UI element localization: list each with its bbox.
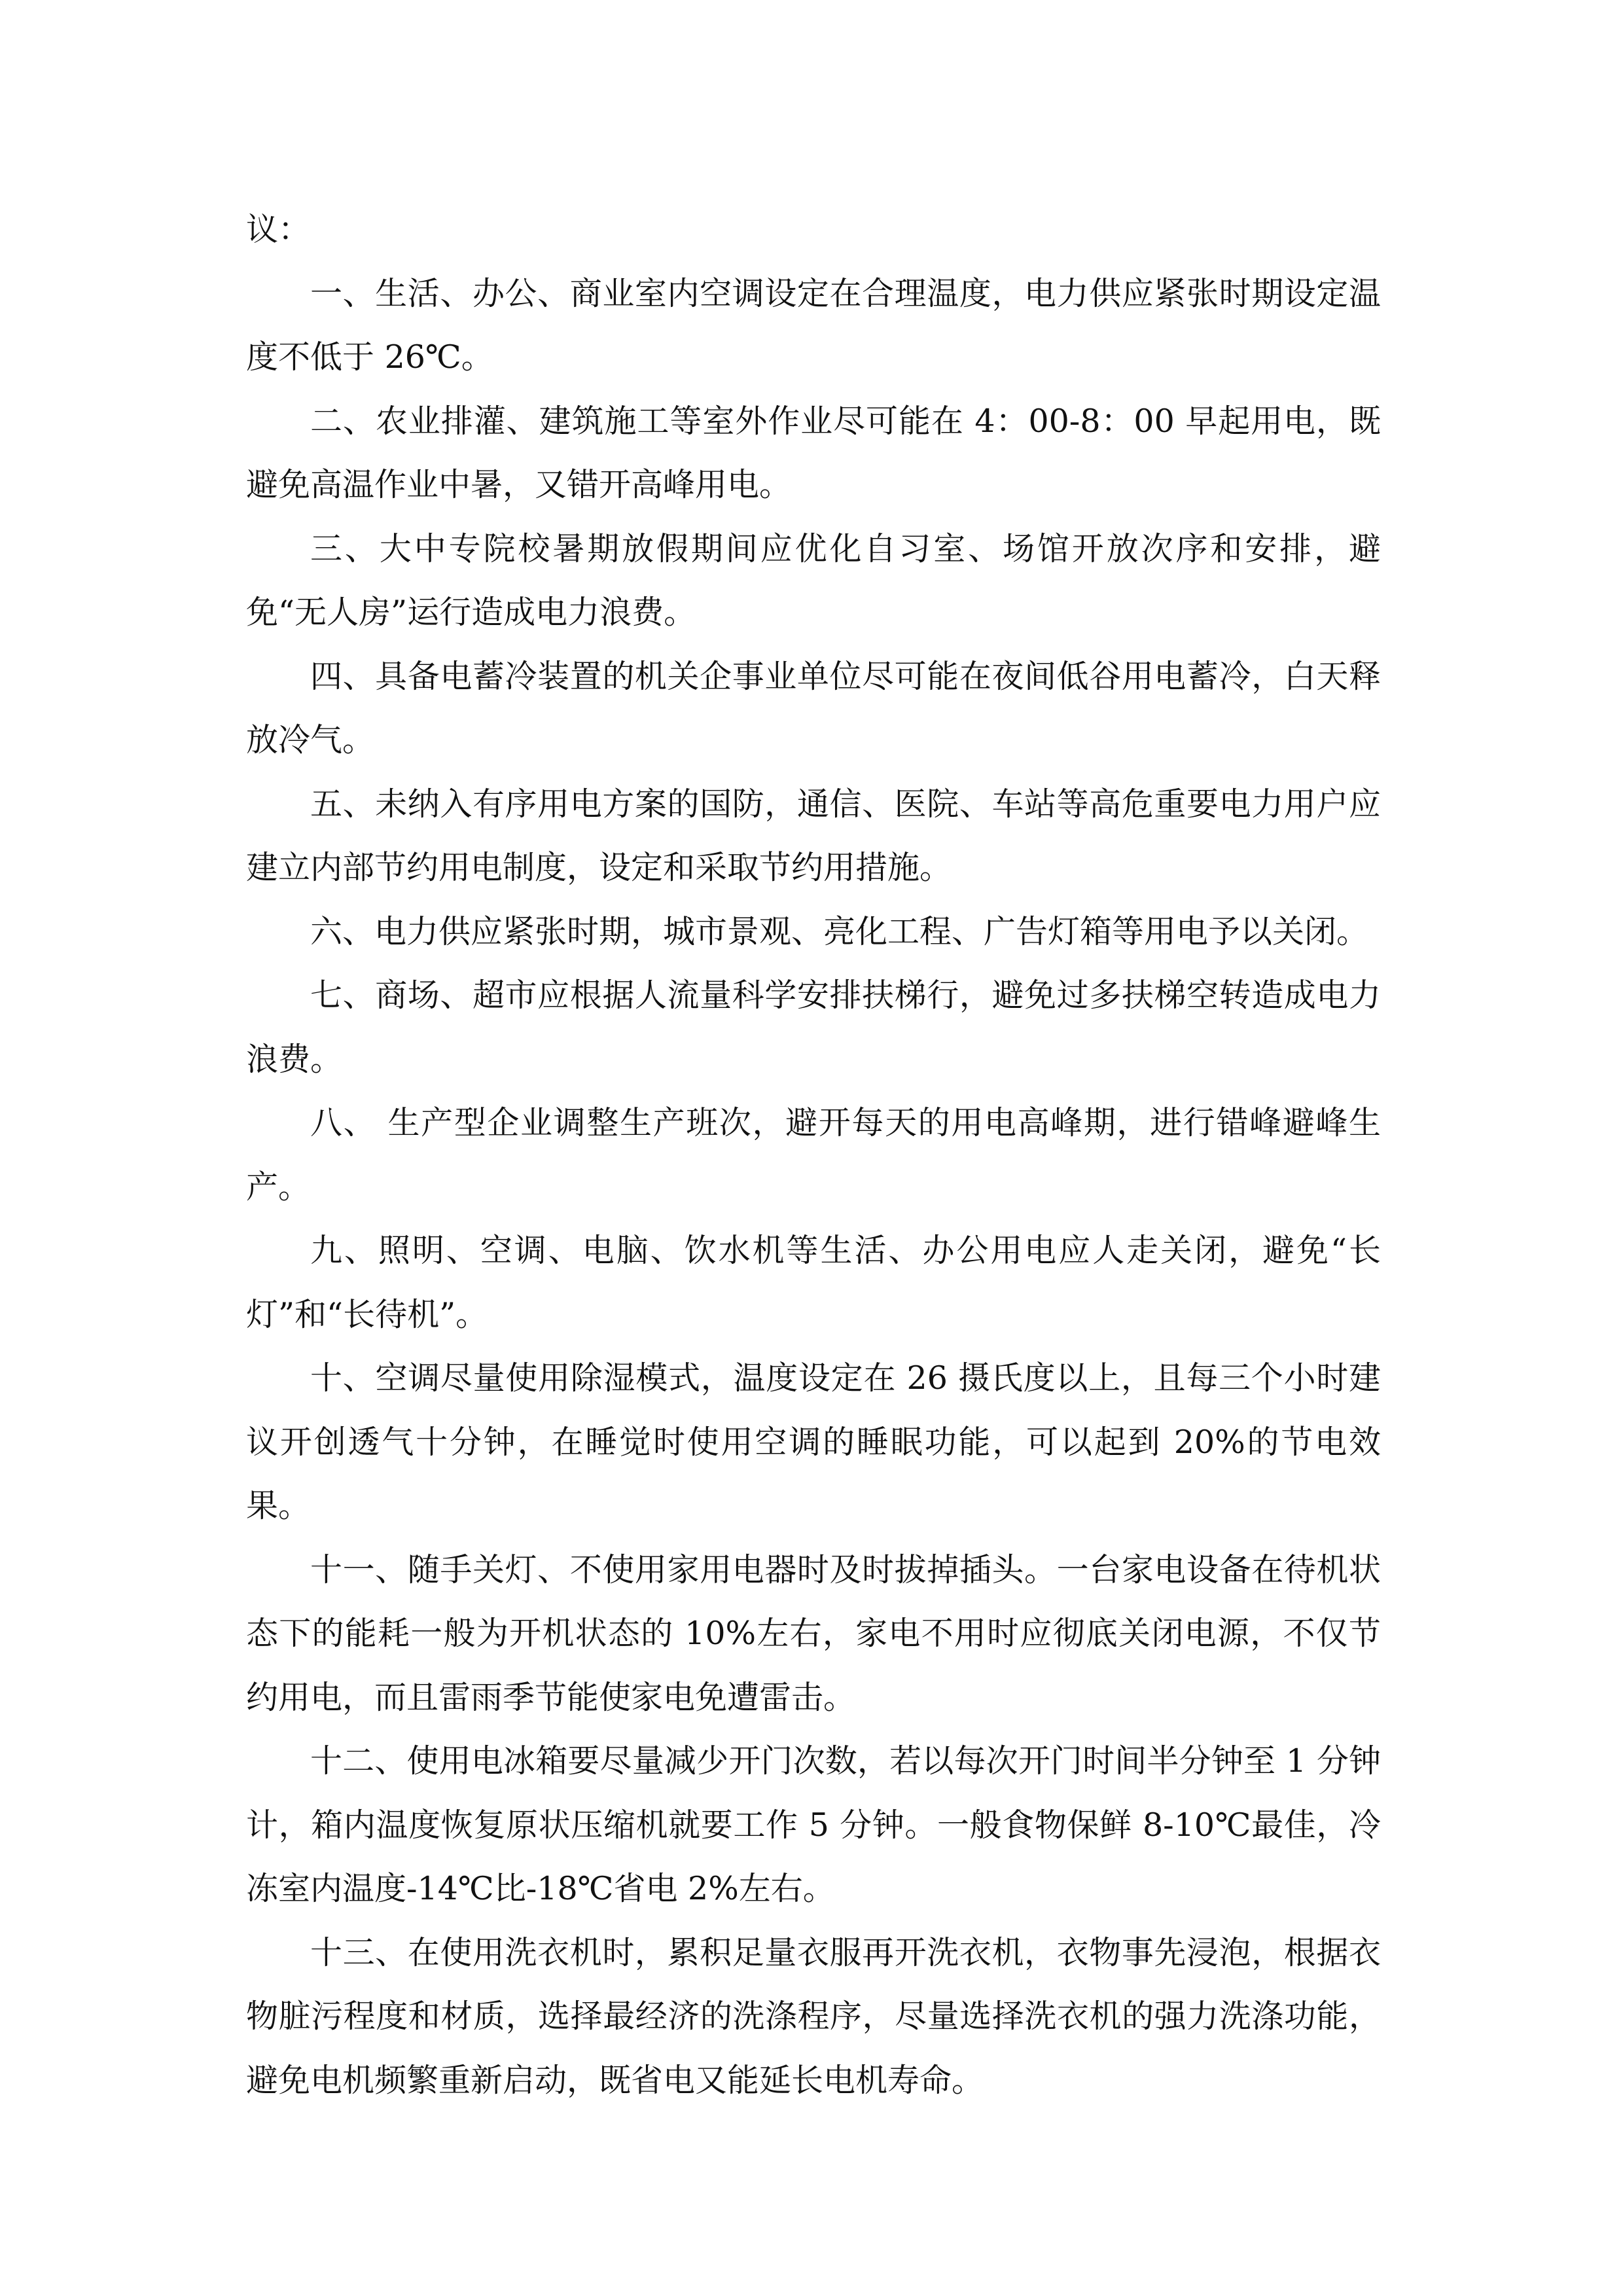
paragraph-3: 三、大中专院校暑期放假期间应优化自习室、场馆开放次序和安排，避免“无人房”运行造成电力浪费。: [246, 529, 1381, 631]
paragraph-11: 十一、随手关灯、不使用家用电器时及时拔掉插头。一台家电设备在待机状态下的能耗一般为开机状态的 10%左右，家电不用时应彻底关闭电源，不仅节约用电，而且雷雨季节能使家电免遭雷击。: [246, 1551, 1381, 1716]
paragraph-10: 十、空调尽量使用除湿模式，温度设定在 26 摄氏度以上，且每三个小时建议开创透气十分钟，在睡觉时使用空调的睡眠功能，可以起到 20%的节电效果。: [246, 1359, 1381, 1524]
paragraph-4: 四、具备电蓄冷装置的机关企事业单位尽可能在夜间低谷用电蓄冷，白天释放冷气。: [246, 657, 1381, 759]
paragraph-1: 一、生活、办公、商业室内空调设定在合理温度，电力供应紧张时期设定温度不低于 26℃。: [246, 274, 1381, 376]
lead-text: 议：: [246, 211, 311, 248]
paragraph-13: 十三、在使用洗衣机时，累积足量衣服再开洗衣机，衣物事先浸泡，根据衣物脏污程度和材质，选择最经济的洗涤程序，尽量选择洗衣机的强力洗涤功能，避免电机频繁重新启动，既省电又能延长电机寿命。: [246, 1933, 1381, 2099]
paragraph-5: 五、未纳入有序用电方案的国防，通信、医院、车站等高危重要电力用户应建立内部节约用电制度，设定和采取节约用措施。: [246, 785, 1381, 886]
paragraph-12: 十二、使用电冰箱要尽量减少开门次数，若以每次开门时间半分钟至 1 分钟计，箱内温度恢复原状压缩机就要工作 5 分钟。一般食物保鲜 8-10℃最佳，冷冻室内温度-14℃比-18℃省电 2%左右。: [246, 1742, 1381, 1907]
paragraph-8: 八、 生产型企业调整生产班次，避开每天的用电高峰期，进行错峰避峰生产。: [246, 1104, 1381, 1206]
paragraph-2: 二、农业排灌、建筑施工等室外作业尽可能在 4：00-8：00 早起用电，既避免高温作业中暑，又错开高峰用电。: [246, 402, 1381, 503]
paragraph-9: 九、照明、空调、电脑、饮水机等生活、办公用电应人走关闭，避免“长灯”和“长待机”。: [246, 1232, 1381, 1333]
paragraph-7: 七、商场、超市应根据人流量科学安排扶梯行，避免过多扶梯空转造成电力浪费。: [246, 977, 1381, 1078]
document-body: [246, 198, 1381, 2112]
paragraph-6: 六、电力供应紧张时期，城市景观、亮化工程、广告灯箱等用电予以关闭。: [310, 912, 1369, 950]
